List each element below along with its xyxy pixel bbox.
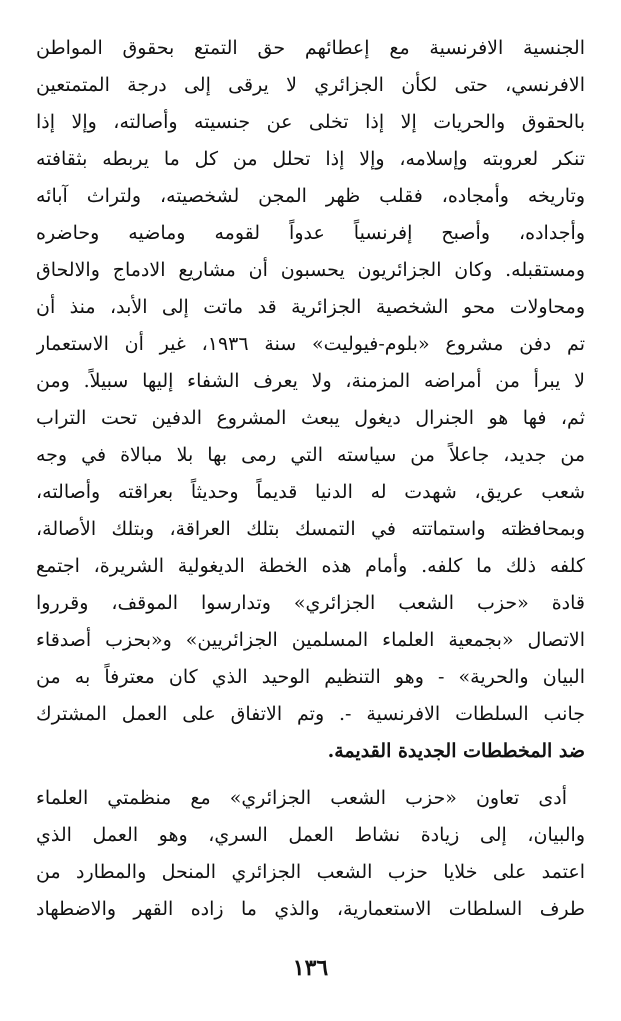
text-line: ومحاولات محو الشخصية الجزائرية قد ماتت إلى الأبد، منذ أن bbox=[36, 296, 585, 318]
text-line: كلفه ذلك ما كلفه. وأمام هذه الخطة الديغولية الشريرة، اجتمع bbox=[36, 555, 585, 577]
text-line: شعب عريق، شهدت له الدنيا قديماً وحديثاً بعراقته وأصالته، bbox=[36, 481, 585, 503]
page-number: ١٣٦ bbox=[292, 955, 329, 981]
text-line: بالحقوق والحريات إلا إذا تخلى عن جنسيته وأصالته، وإلا إذا bbox=[36, 111, 585, 133]
text-line: تنكر لعروبته وإسلامه، وإلا إذا تحلل من كل ما يربطه بثقافته bbox=[36, 148, 585, 170]
text-line: اعتمد على خلايا حزب الشعب الجزائري المنحل والمطارد من bbox=[36, 861, 585, 883]
text-line: الاتصال «بجمعية العلماء المسلمين الجزائريين» و«بحزب أصدقاء bbox=[36, 629, 585, 651]
text-line: قادة «حزب الشعب الجزائري» وتدارسوا الموقف، وقرروا bbox=[36, 592, 585, 614]
paragraph-1 bbox=[36, 30, 585, 770]
body-text bbox=[36, 30, 585, 928]
text-line: من جديد، جاعلاً من سياسته التي رمى بها بلا مبالاة في وجه bbox=[36, 444, 585, 466]
text-line: تم دفن مشروع «بلوم-فيوليت» سنة ١٩٣٦، غير أن الاستعمار bbox=[36, 333, 585, 355]
text-line: وبمحافظته واستماتته في التمسك بتلك العراقة، وبتلك الأصالة، bbox=[36, 518, 585, 540]
text-line: طرف السلطات الاستعمارية، والذي ما زاده القهر والاضطهاد bbox=[36, 898, 585, 920]
text-line: الجنسية الافرنسية مع إعطائهم حق التمتع بحقوق المواطن bbox=[36, 37, 585, 59]
text-line: والبيان، إلى زيادة نشاط العمل السري، وهو العمل الذي bbox=[36, 824, 585, 846]
text-line: البيان والحرية» - وهو التنظيم الوحيد الذي كان معترفاً به من bbox=[36, 666, 585, 688]
text-line: الافرنسي، حتى لكأن الجزائري لا يرقى إلى درجة المتمتعين bbox=[36, 74, 585, 96]
text-line: أدى تعاون «حزب الشعب الجزائري» مع منظمتي العلماء bbox=[36, 787, 567, 809]
text-line: ضد المخططات الجديدة القديمة. bbox=[327, 740, 585, 762]
paragraph-2 bbox=[36, 780, 585, 928]
text-line: ومستقبله. وكان الجزائريون يحسبون أن مشاريع الادماج والالحاق bbox=[36, 259, 585, 281]
text-line: جانب السلطات الافرنسية -. وتم الاتفاق على العمل المشترك bbox=[36, 703, 585, 725]
text-line: ثم، فها هو الجنرال ديغول يبعث المشروع الدفين تحت التراب bbox=[36, 407, 585, 429]
text-line: لا يبرأ من أمراضه المزمنة، ولا يعرف الشفاء إليها سبيلاً. ومن bbox=[36, 370, 585, 392]
text-line: وأجداده، وأصبح إفرنسياً عدواً لقومه وماضيه وحاضره bbox=[36, 222, 585, 244]
text-line: وتاريخه وأمجاده، فقلب ظهر المجن لشخصيته، ولتراث آبائه bbox=[36, 185, 585, 207]
paragraph-gap bbox=[36, 770, 585, 780]
